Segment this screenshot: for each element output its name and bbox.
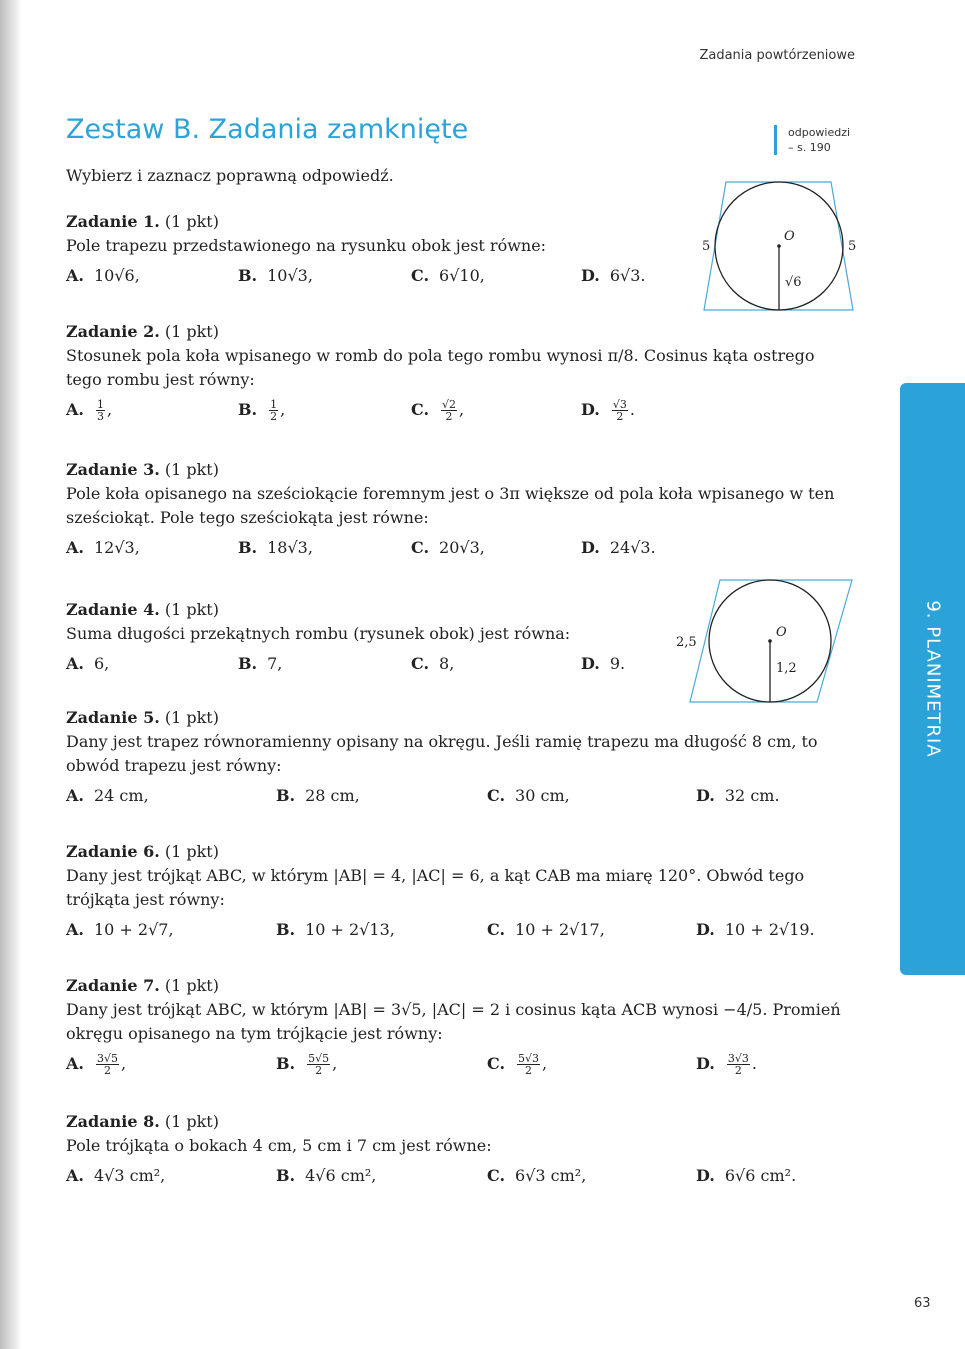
task-points: (1 pkt) bbox=[164, 976, 219, 995]
task-text-line: Dany jest trójkąt ABC, w którym |AB| = 3√5, |AC| = 2 i cosinus kąta ACB wynosi −4/5. Promień bbox=[66, 1000, 841, 1019]
task-points: (1 pkt) bbox=[164, 600, 219, 619]
task-text-line: Suma długości przekątnych rombu (rysunek obok) jest równa: bbox=[66, 624, 571, 643]
task-label: Zadanie 7. bbox=[66, 976, 160, 995]
running-header: Zadania powtórzeniowe bbox=[699, 48, 855, 63]
option-a[interactable]: A. $\frac{1}{3}$ , bbox=[66, 398, 113, 423]
chapter-side-tab-label: 9. PLANIMETRIA bbox=[922, 600, 943, 758]
answers-reference-page: – s. 190 bbox=[788, 141, 831, 154]
instructions: Wybierz i zaznacz poprawną odpowiedź. bbox=[66, 166, 394, 185]
task-7 bbox=[66, 974, 856, 1084]
task-text-line: okręgu opisanego na tym trójkącie jest równy: bbox=[66, 1024, 443, 1043]
task-label: Zadanie 2. bbox=[66, 322, 160, 341]
task-points: (1 pkt) bbox=[164, 708, 219, 727]
task-text-line: Stosunek pola koła wpisanego w romb do pola tego rombu wynosi π/8. Cosinus kąta ostrego bbox=[66, 346, 815, 365]
task-points: (1 pkt) bbox=[164, 212, 219, 231]
task-label: Zadanie 5. bbox=[66, 708, 160, 727]
task-6 bbox=[66, 840, 856, 946]
task-label: Zadanie 3. bbox=[66, 460, 160, 479]
task-text-line: obwód trapezu jest równy: bbox=[66, 756, 282, 775]
rhombus-figure bbox=[672, 574, 862, 709]
task-label: Zadanie 6. bbox=[66, 842, 160, 861]
option-c[interactable]: C. $\frac{5√3}{2}$ , bbox=[487, 1052, 548, 1077]
option-c[interactable]: C. 30 cm, bbox=[487, 786, 570, 805]
task-text-line: Dany jest trapez równoramienny opisany na okręgu. Jeśli ramię trapezu ma długość 8 cm, to bbox=[66, 732, 818, 751]
task-text-line: Pole trójkąta o bokach 4 cm, 5 cm i 7 cm jest równe: bbox=[66, 1136, 492, 1155]
option-d[interactable]: D. 24√3. bbox=[581, 538, 656, 557]
option-a[interactable]: A. 10√6, bbox=[66, 266, 140, 285]
page-number: 63 bbox=[914, 1296, 931, 1311]
option-b[interactable]: B. 18√3, bbox=[238, 538, 313, 557]
task-2 bbox=[66, 320, 814, 430]
task-3 bbox=[66, 458, 834, 564]
task-points: (1 pkt) bbox=[164, 322, 219, 341]
option-b[interactable]: B. 4√6 cm², bbox=[276, 1166, 377, 1185]
option-a[interactable]: A. 24 cm, bbox=[66, 786, 149, 805]
side-label: 2,5 bbox=[676, 635, 697, 650]
task-text-line: Pole trapezu przedstawionego na rysunku obok jest równe: bbox=[66, 236, 547, 255]
radius-label: 1,2 bbox=[776, 661, 797, 676]
task-text-line: Pole koła opisanego na sześciokącie foremnym jest o 3π większe od pola koła wpisanego w ten bbox=[66, 484, 835, 503]
option-a[interactable]: A. 4√3 cm², bbox=[66, 1166, 166, 1185]
option-c[interactable]: C. 8, bbox=[411, 654, 455, 673]
option-b[interactable]: B. 28 cm, bbox=[276, 786, 360, 805]
option-b[interactable]: B. $\frac{1}{2}$ , bbox=[238, 398, 286, 423]
option-c[interactable]: C. 20√3, bbox=[411, 538, 485, 557]
option-b[interactable]: B. 10√3, bbox=[238, 266, 313, 285]
option-d[interactable]: D. 9. bbox=[581, 654, 626, 673]
task-points: (1 pkt) bbox=[164, 1112, 219, 1131]
page-gutter-shadow bbox=[0, 0, 22, 1349]
answers-reference-label: odpowiedzi bbox=[788, 126, 851, 139]
task-8 bbox=[66, 1110, 856, 1192]
page-title: Zestaw B. Zadania zamknięte bbox=[66, 114, 469, 145]
chapter-side-tab bbox=[900, 383, 965, 975]
option-c[interactable]: C. $\frac{√2}{2}$ , bbox=[411, 398, 465, 423]
task-5 bbox=[66, 706, 856, 812]
task-label: Zadanie 1. bbox=[66, 212, 160, 231]
option-b[interactable]: B. 10 + 2√13, bbox=[276, 920, 395, 939]
task-text-line: Dany jest trójkąt ABC, w którym |AB| = 4, |AC| = 6, a kąt CAB ma miarę 120°. Obwód tego bbox=[66, 866, 805, 885]
option-a[interactable]: A. 12√3, bbox=[66, 538, 140, 557]
option-d[interactable]: D. 32 cm. bbox=[696, 786, 780, 805]
task-label: Zadanie 4. bbox=[66, 600, 160, 619]
trapezoid-figure bbox=[690, 170, 865, 320]
option-c[interactable]: C. 6√10, bbox=[411, 266, 485, 285]
option-b[interactable]: B. $\frac{5√5}{2}$ , bbox=[276, 1052, 338, 1077]
center-label: O bbox=[784, 229, 795, 244]
task-text-line: tego rombu jest równy: bbox=[66, 370, 255, 389]
option-a[interactable]: A. 10 + 2√7, bbox=[66, 920, 174, 939]
option-a[interactable]: A. 6, bbox=[66, 654, 110, 673]
left-side-label: 5 bbox=[702, 239, 711, 254]
right-side-label: 5 bbox=[848, 239, 857, 254]
center-label: O bbox=[776, 625, 787, 640]
option-d[interactable]: D. 6√6 cm². bbox=[696, 1166, 797, 1185]
task-text-line: sześciokąt. Pole tego sześciokąta jest równe: bbox=[66, 508, 429, 527]
task-points: (1 pkt) bbox=[164, 460, 219, 479]
option-d[interactable]: D. 10 + 2√19. bbox=[696, 920, 815, 939]
option-c[interactable]: C. 10 + 2√17, bbox=[487, 920, 605, 939]
task-label: Zadanie 8. bbox=[66, 1112, 160, 1131]
option-d[interactable]: D. 6√3. bbox=[581, 266, 646, 285]
option-a[interactable]: A. $\frac{3√5}{2}$ , bbox=[66, 1052, 127, 1077]
task-points: (1 pkt) bbox=[164, 842, 219, 861]
option-d[interactable]: D. $\frac{√3}{2}$ . bbox=[581, 398, 635, 423]
task-4 bbox=[66, 598, 666, 680]
task-1 bbox=[66, 210, 666, 292]
answers-reference-bar bbox=[774, 125, 777, 155]
option-d[interactable]: D. $\frac{3√3}{2}$ . bbox=[696, 1052, 757, 1077]
task-text-line: trójkąta jest równy: bbox=[66, 890, 225, 909]
option-b[interactable]: B. 7, bbox=[238, 654, 283, 673]
radius-label: √6 bbox=[785, 275, 802, 290]
option-c[interactable]: C. 6√3 cm², bbox=[487, 1166, 587, 1185]
